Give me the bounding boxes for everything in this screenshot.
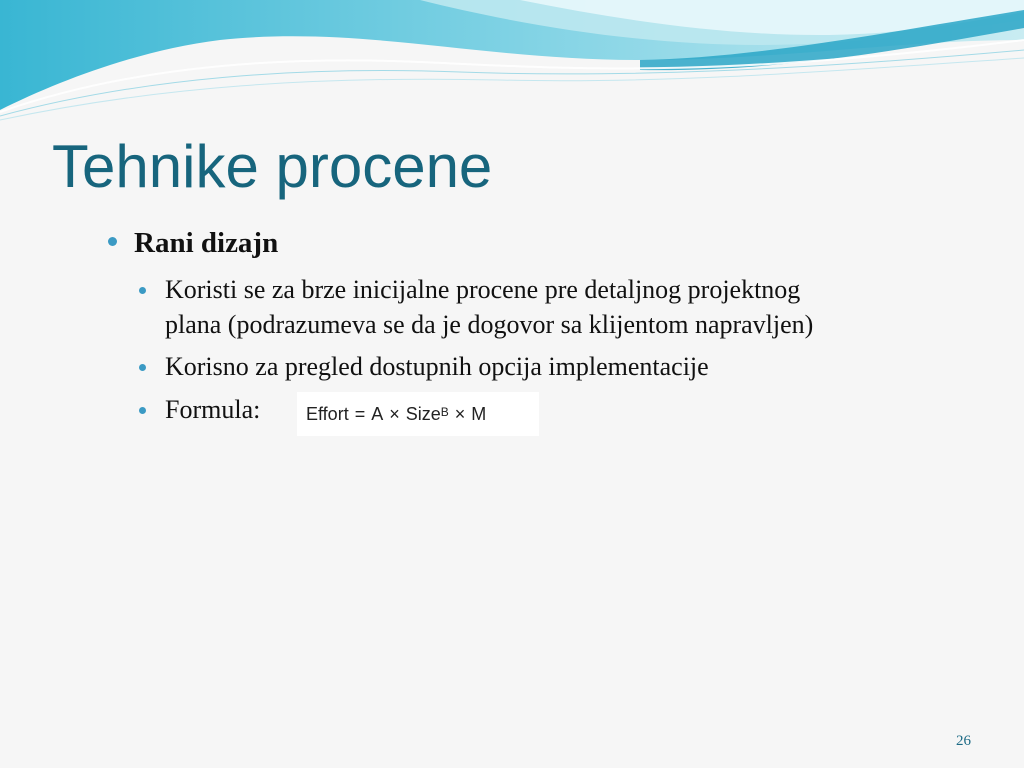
slide-title: Tehnike procene [52, 133, 493, 200]
formula-a: A [371, 403, 384, 424]
page-number: 26 [956, 733, 971, 749]
bullet-dot-icon [139, 287, 146, 294]
formula-m: M [471, 403, 487, 424]
formula-times: × [389, 403, 400, 424]
formula-size: Size [405, 403, 441, 424]
bullet-level2-text-continuation: plana (podrazumeva se da je dogovor sa klijentom napravljen) [165, 310, 814, 339]
formula-exponent: B [440, 405, 449, 419]
bullet-dot-icon [108, 237, 117, 246]
formula-effort: Effort [306, 403, 349, 424]
bullet-level1-text: Rani dizajn [134, 227, 279, 259]
bullet-dot-icon [139, 364, 146, 371]
bullet-level2-text: Korisno za pregled dostupnih opcija implementacije [165, 352, 709, 381]
formula-equals: = [354, 403, 366, 424]
formula-image [297, 392, 539, 436]
bullet-level2-text: Formula: [165, 395, 261, 424]
bullet-dot-icon [139, 407, 146, 414]
bullet-level2-text: Koristi se za brze inicijalne procene pre detaljnog projektnog [165, 275, 801, 304]
formula-times: × [454, 403, 466, 424]
